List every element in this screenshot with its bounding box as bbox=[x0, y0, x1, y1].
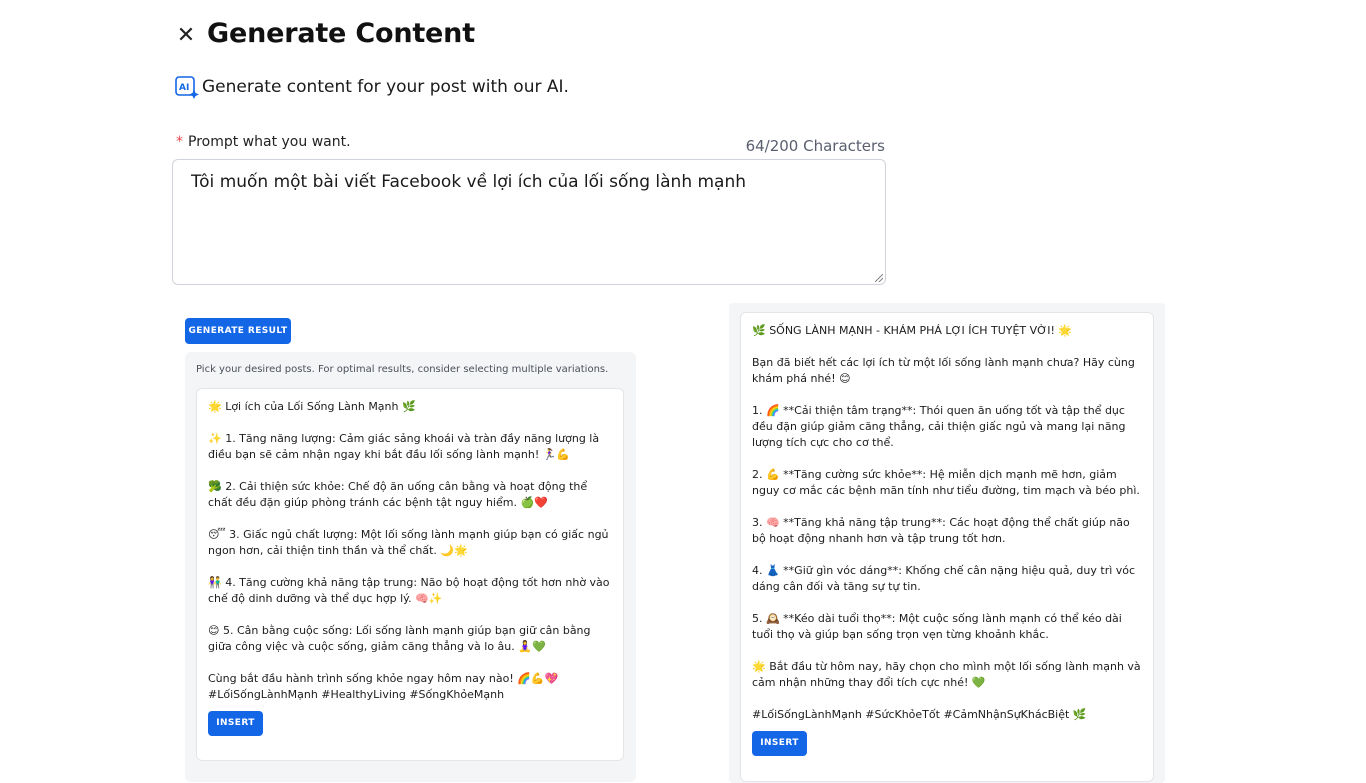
results-hint: Pick your desired posts. For optimal results, consider selecting multiple variations. bbox=[196, 364, 609, 375]
close-icon: ✕ bbox=[176, 23, 196, 48]
character-counter: 64/200 Characters bbox=[745, 137, 885, 155]
generate-result-button[interactable]: GENERATE RESULT bbox=[185, 318, 291, 344]
prompt-label-text: Prompt what you want. bbox=[188, 134, 351, 150]
svg-text:AI: AI bbox=[179, 83, 190, 93]
subtitle: Generate content for your post with our AI. bbox=[202, 77, 569, 97]
prompt-label bbox=[176, 134, 351, 150]
post-text: 🌟 Lợi ích của Lối Sống Lành Mạnh 🌿 ✨ 1. Tăng năng lượng: Cảm giác sảng khoái và tràn đầy năng lượng là điều bạn sẽ cảm nhận ngay khi bắt đầu lối sống lành mạnh! 🏃‍♀️💪 🥦 2. Cải thiện sức khỏe: Chế độ ăn uống cân bằng và hoạt động thể chất đều đặn giúp phòng tránh các bệnh tật nguy hiểm. 🍏❤️ 😴 3. Giấc ngủ chất lượng: Một lối sống lành mạnh giúp bạn có giấc ngủ ngon hơn, cải thiện tinh thần và thể chất. 🌙🌟 👫 4. Tăng cường khả năng tập trung: Não bộ hoạt động tốt hơn nhờ vào chế độ dinh dưỡng và thể dục hợp lý. 🧠✨ 😊 5. Cân bằng cuộc sống: Lối sống lành mạnh giúp bạn giữ cân bằng giữa công việc và cuộc sống, giảm căng thẳng và lo âu. 🧘‍♀️💚 Cùng bắt đầu hành trình sống khỏe ngay hôm nay nào! 🌈💪💖 #LốiSốngLànhMạnh #HealthyLiving #SốngKhỏeMạnh bbox=[208, 400, 610, 701]
post-card-2[interactable] bbox=[740, 312, 1154, 782]
prompt-textarea[interactable] bbox=[172, 159, 886, 285]
results-panel bbox=[185, 352, 636, 782]
subtitle-row bbox=[174, 75, 569, 99]
ai-sparkle-icon bbox=[174, 75, 200, 99]
resize-handle[interactable] bbox=[875, 274, 883, 282]
close-button[interactable] bbox=[174, 24, 198, 48]
insert-button[interactable]: INSERT bbox=[752, 731, 807, 756]
post-text: 🌿 SỐNG LÀNH MẠNH - KHÁM PHÁ LỢI ÍCH TUYỆT VỜI! 🌟 Bạn đã biết hết các lợi ích từ một lối sống lành mạnh chưa? Hãy cùng khám phá nhé! 😊 1. 🌈 **Cải thiện tâm trạng**: Thói quen ăn uống tốt và tập thể dục đều đặn giúp giảm căng thẳng, cải thiện giấc ngủ và mang lại năng lượng tích cực cho cơ thể. 2. 💪 **Tăng cường sức khỏe**: Hệ miễn dịch mạnh mẽ hơn, giảm nguy cơ mắc các bệnh mãn tính như tiểu đường, tim mạch và béo phì. 3. 🧠 **Tăng khả năng tập trung**: Các hoạt động thể chất giúp não bộ hoạt động nhanh hơn và tập trung tốt hơn. 4. 👗 **Giữ gìn vóc dáng**: Khống chế cân nặng hiệu quả, duy trì vóc dáng cân đối và tăng sự tự tin. 5. 🕰️ **Kéo dài tuổi thọ**: Một cuộc sống lành mạnh có thể kéo dài tuổi thọ và giúp bạn sống trọn vẹn từng khoảnh khắc. 🌟 Bắt đầu từ hôm nay, hãy chọn cho mình một lối sống lành mạnh và cảm nhận những thay đổi tích cực nhé! 💚 #LốiSốngLànhMạnh #SứcKhỏeTốt #CảmNhậnSựKhácBiệt 🌿 bbox=[752, 324, 1141, 721]
required-mark: * bbox=[176, 134, 183, 150]
prompt-text: Tôi muốn một bài viết Facebook về lợi ích của lối sống lành mạnh bbox=[191, 172, 747, 192]
results-panel-secondary bbox=[729, 303, 1165, 783]
page-title: Generate Content bbox=[207, 18, 475, 49]
insert-button[interactable]: INSERT bbox=[208, 711, 263, 736]
post-card-1[interactable] bbox=[196, 388, 624, 761]
